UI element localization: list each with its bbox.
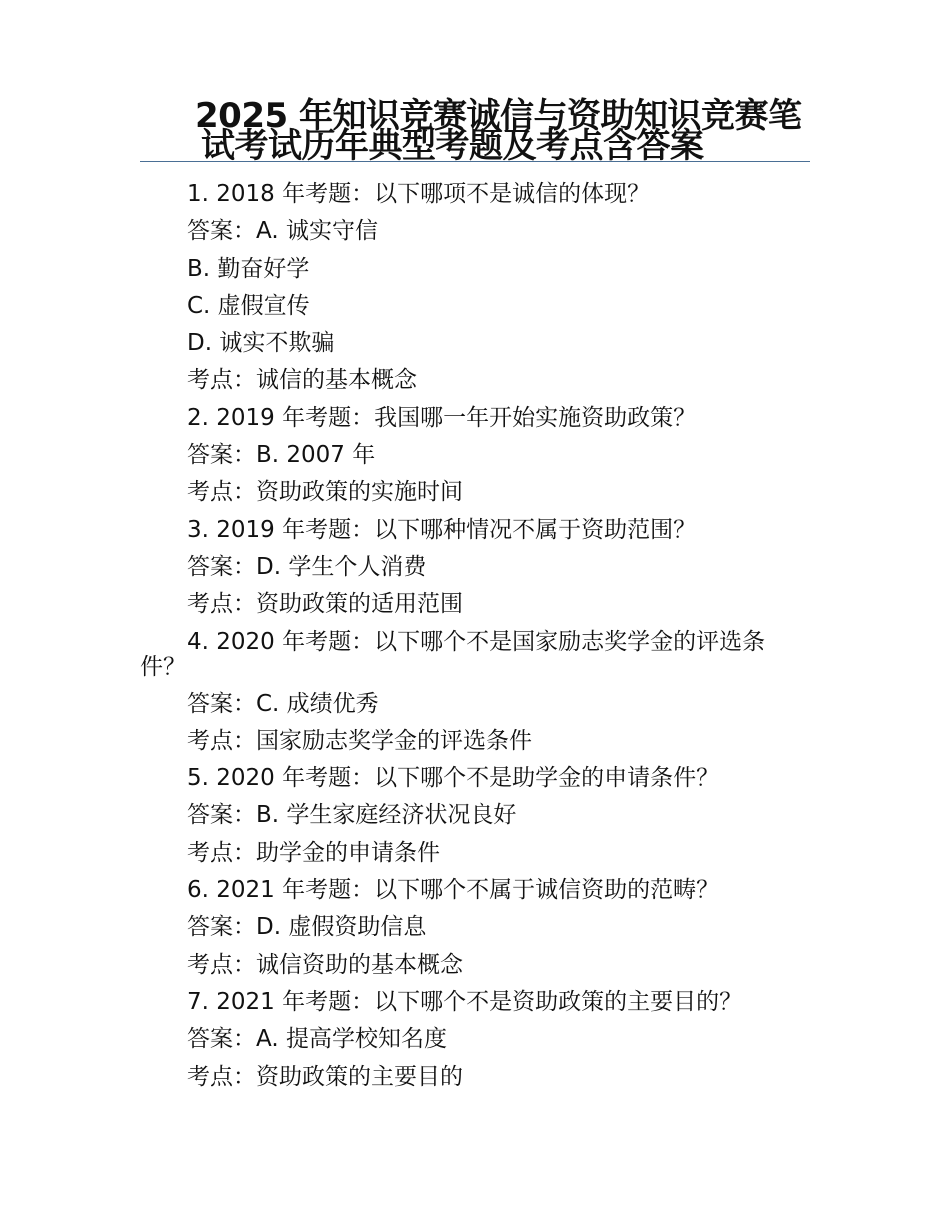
text-line: 考点：资助政策的主要目的 xyxy=(187,1063,463,1090)
document-body xyxy=(140,176,810,1096)
text-line: C. 虚假宣传 xyxy=(187,292,310,319)
text-line: 答案：A. 诚实守信 xyxy=(187,218,378,245)
text-line: 7. 2021 年考题：以下哪个不是资助政策的主要目的？ xyxy=(187,988,743,1015)
text-line: 5. 2020 年考题：以下哪个不是助学金的申请条件？ xyxy=(187,765,720,792)
title-line-2: 试考试历年典型考题及考点含答案 xyxy=(201,126,704,166)
title-divider xyxy=(140,161,810,162)
text-line: 答案：D. 虚假资助信息 xyxy=(187,914,427,941)
text-line: 答案：A. 提高学校知名度 xyxy=(187,1026,447,1053)
text-line: 答案：B. 2007 年 xyxy=(187,442,376,469)
text-line: 考点：资助政策的实施时间 xyxy=(187,479,463,506)
text-line: 考点：资助政策的适用范围 xyxy=(187,591,463,618)
text-line: 考点：助学金的申请条件 xyxy=(187,839,440,866)
text-line: 答案：D. 学生个人消费 xyxy=(187,553,427,580)
text-line: 6. 2021 年考题：以下哪个不属于诚信资助的范畴？ xyxy=(187,877,720,904)
text-line: 考点：诚信的基本概念 xyxy=(187,367,417,394)
document-title xyxy=(195,96,815,166)
text-line: B. 勤奋好学 xyxy=(187,255,310,282)
text-line: 3. 2019 年考题：以下哪种情况不属于资助范围？ xyxy=(187,516,697,543)
text-line: 考点：诚信资助的基本概念 xyxy=(187,951,463,978)
text-line: 答案：B. 学生家庭经济状况良好 xyxy=(187,802,517,829)
title-line-1: 2025 年知识竞赛诚信与资助知识竞赛笔 xyxy=(195,96,802,136)
text-line: 2. 2019 年考题：我国哪一年开始实施资助政策？ xyxy=(187,404,697,431)
text-line: 考点：国家励志奖学金的评选条件 xyxy=(187,727,532,754)
text-line: D. 诚实不欺骗 xyxy=(187,330,335,357)
text-line: 1. 2018 年考题：以下哪项不是诚信的体现？ xyxy=(187,181,651,207)
text-line: 答案：C. 成绩优秀 xyxy=(187,690,379,717)
text-line: 4. 2020 年考题：以下哪个不是国家励志奖学金的评选条件？ xyxy=(140,628,766,680)
